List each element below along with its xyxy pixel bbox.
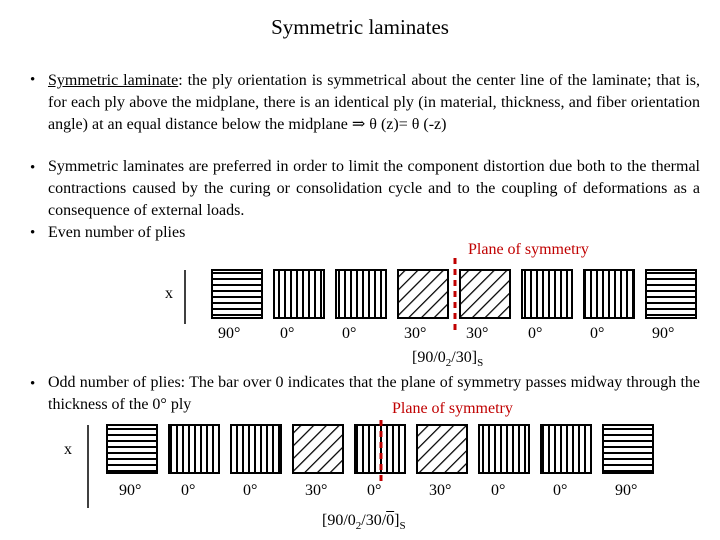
ply-square xyxy=(646,270,696,318)
ply-square xyxy=(417,425,467,473)
ply-square xyxy=(603,425,653,473)
ply-angle-label: 0° xyxy=(590,325,605,342)
ply-square xyxy=(460,270,510,318)
ply-square xyxy=(293,425,343,473)
ply-angle-label: 30° xyxy=(466,325,489,342)
plane-of-symmetry-label-1: Plane of symmetry xyxy=(468,241,589,258)
ply-square xyxy=(479,425,529,473)
ply-angle-label: 90° xyxy=(218,325,241,342)
slide-title: Symmetric laminates xyxy=(271,15,449,39)
ply-square xyxy=(231,425,281,473)
bullet-preferred: Symmetric laminates are preferred in order to limit the component distortion due both to the thermal contractions caused by the curing or consolidation cycle and to the coupling of deformations as a consequence of external loads. xyxy=(48,158,700,219)
ply-angle-label: 0° xyxy=(342,325,357,342)
ply-angle-label: 90° xyxy=(119,482,142,499)
ply-square xyxy=(584,270,634,318)
bullet-marker: • xyxy=(30,160,36,176)
stacking-sequence-1: $[90/0_2/30]_S$ xyxy=(412,349,484,370)
ply-square xyxy=(212,270,262,318)
stacking-sequence-2: $[90/0_2/30/0]_S$ xyxy=(322,512,406,533)
ply-angle-label: 0° xyxy=(528,325,543,342)
ply-angle-label: 30° xyxy=(429,482,452,499)
ply-square xyxy=(522,270,572,318)
ply-angle-label: 0° xyxy=(491,482,506,499)
ply-angle-label: 0° xyxy=(181,482,196,499)
ply-square xyxy=(107,425,157,473)
ply-square xyxy=(398,270,448,318)
definition-text: : the ply orientation is symmetrical about the center line of the laminate; that is, for each ply above the midplane, there is an identical ply (in material, thickness, and fiber orientation angle) at an equal distance below the midplane ⇒ θ (z)= θ (-z) xyxy=(48,72,700,133)
bullet-marker: • xyxy=(30,225,36,241)
ply-square xyxy=(169,425,219,473)
ply-angle-label: 0° xyxy=(280,325,295,342)
bullet-marker: • xyxy=(30,72,36,88)
plane-of-symmetry-label-2: Plane of symmetry xyxy=(392,400,513,417)
ply-angle-label: 0° xyxy=(553,482,568,499)
ply-square xyxy=(336,270,386,318)
ply-angle-label: 90° xyxy=(615,482,638,499)
bullet-even-plies: Even number of plies xyxy=(48,224,186,241)
ply-angle-label: 30° xyxy=(305,482,328,499)
term-symmetric-laminate: Symmetric laminate xyxy=(48,72,179,89)
ply-square xyxy=(541,425,591,473)
bullet-odd-plies: Odd number of plies: The bar over 0 indicates that the plane of symmetry passes midway through the thickness of the 0° ply xyxy=(48,374,700,413)
bullet-marker: • xyxy=(30,376,36,392)
ply-angle-label: 90° xyxy=(652,325,675,342)
x-axis-label-1: x xyxy=(165,285,173,302)
x-axis-label-2: x xyxy=(64,441,72,458)
ply-square xyxy=(274,270,324,318)
ply-angle-label: 30° xyxy=(404,325,427,342)
ply-angle-label: 0° xyxy=(367,482,382,499)
ply-angle-label: 0° xyxy=(243,482,258,499)
